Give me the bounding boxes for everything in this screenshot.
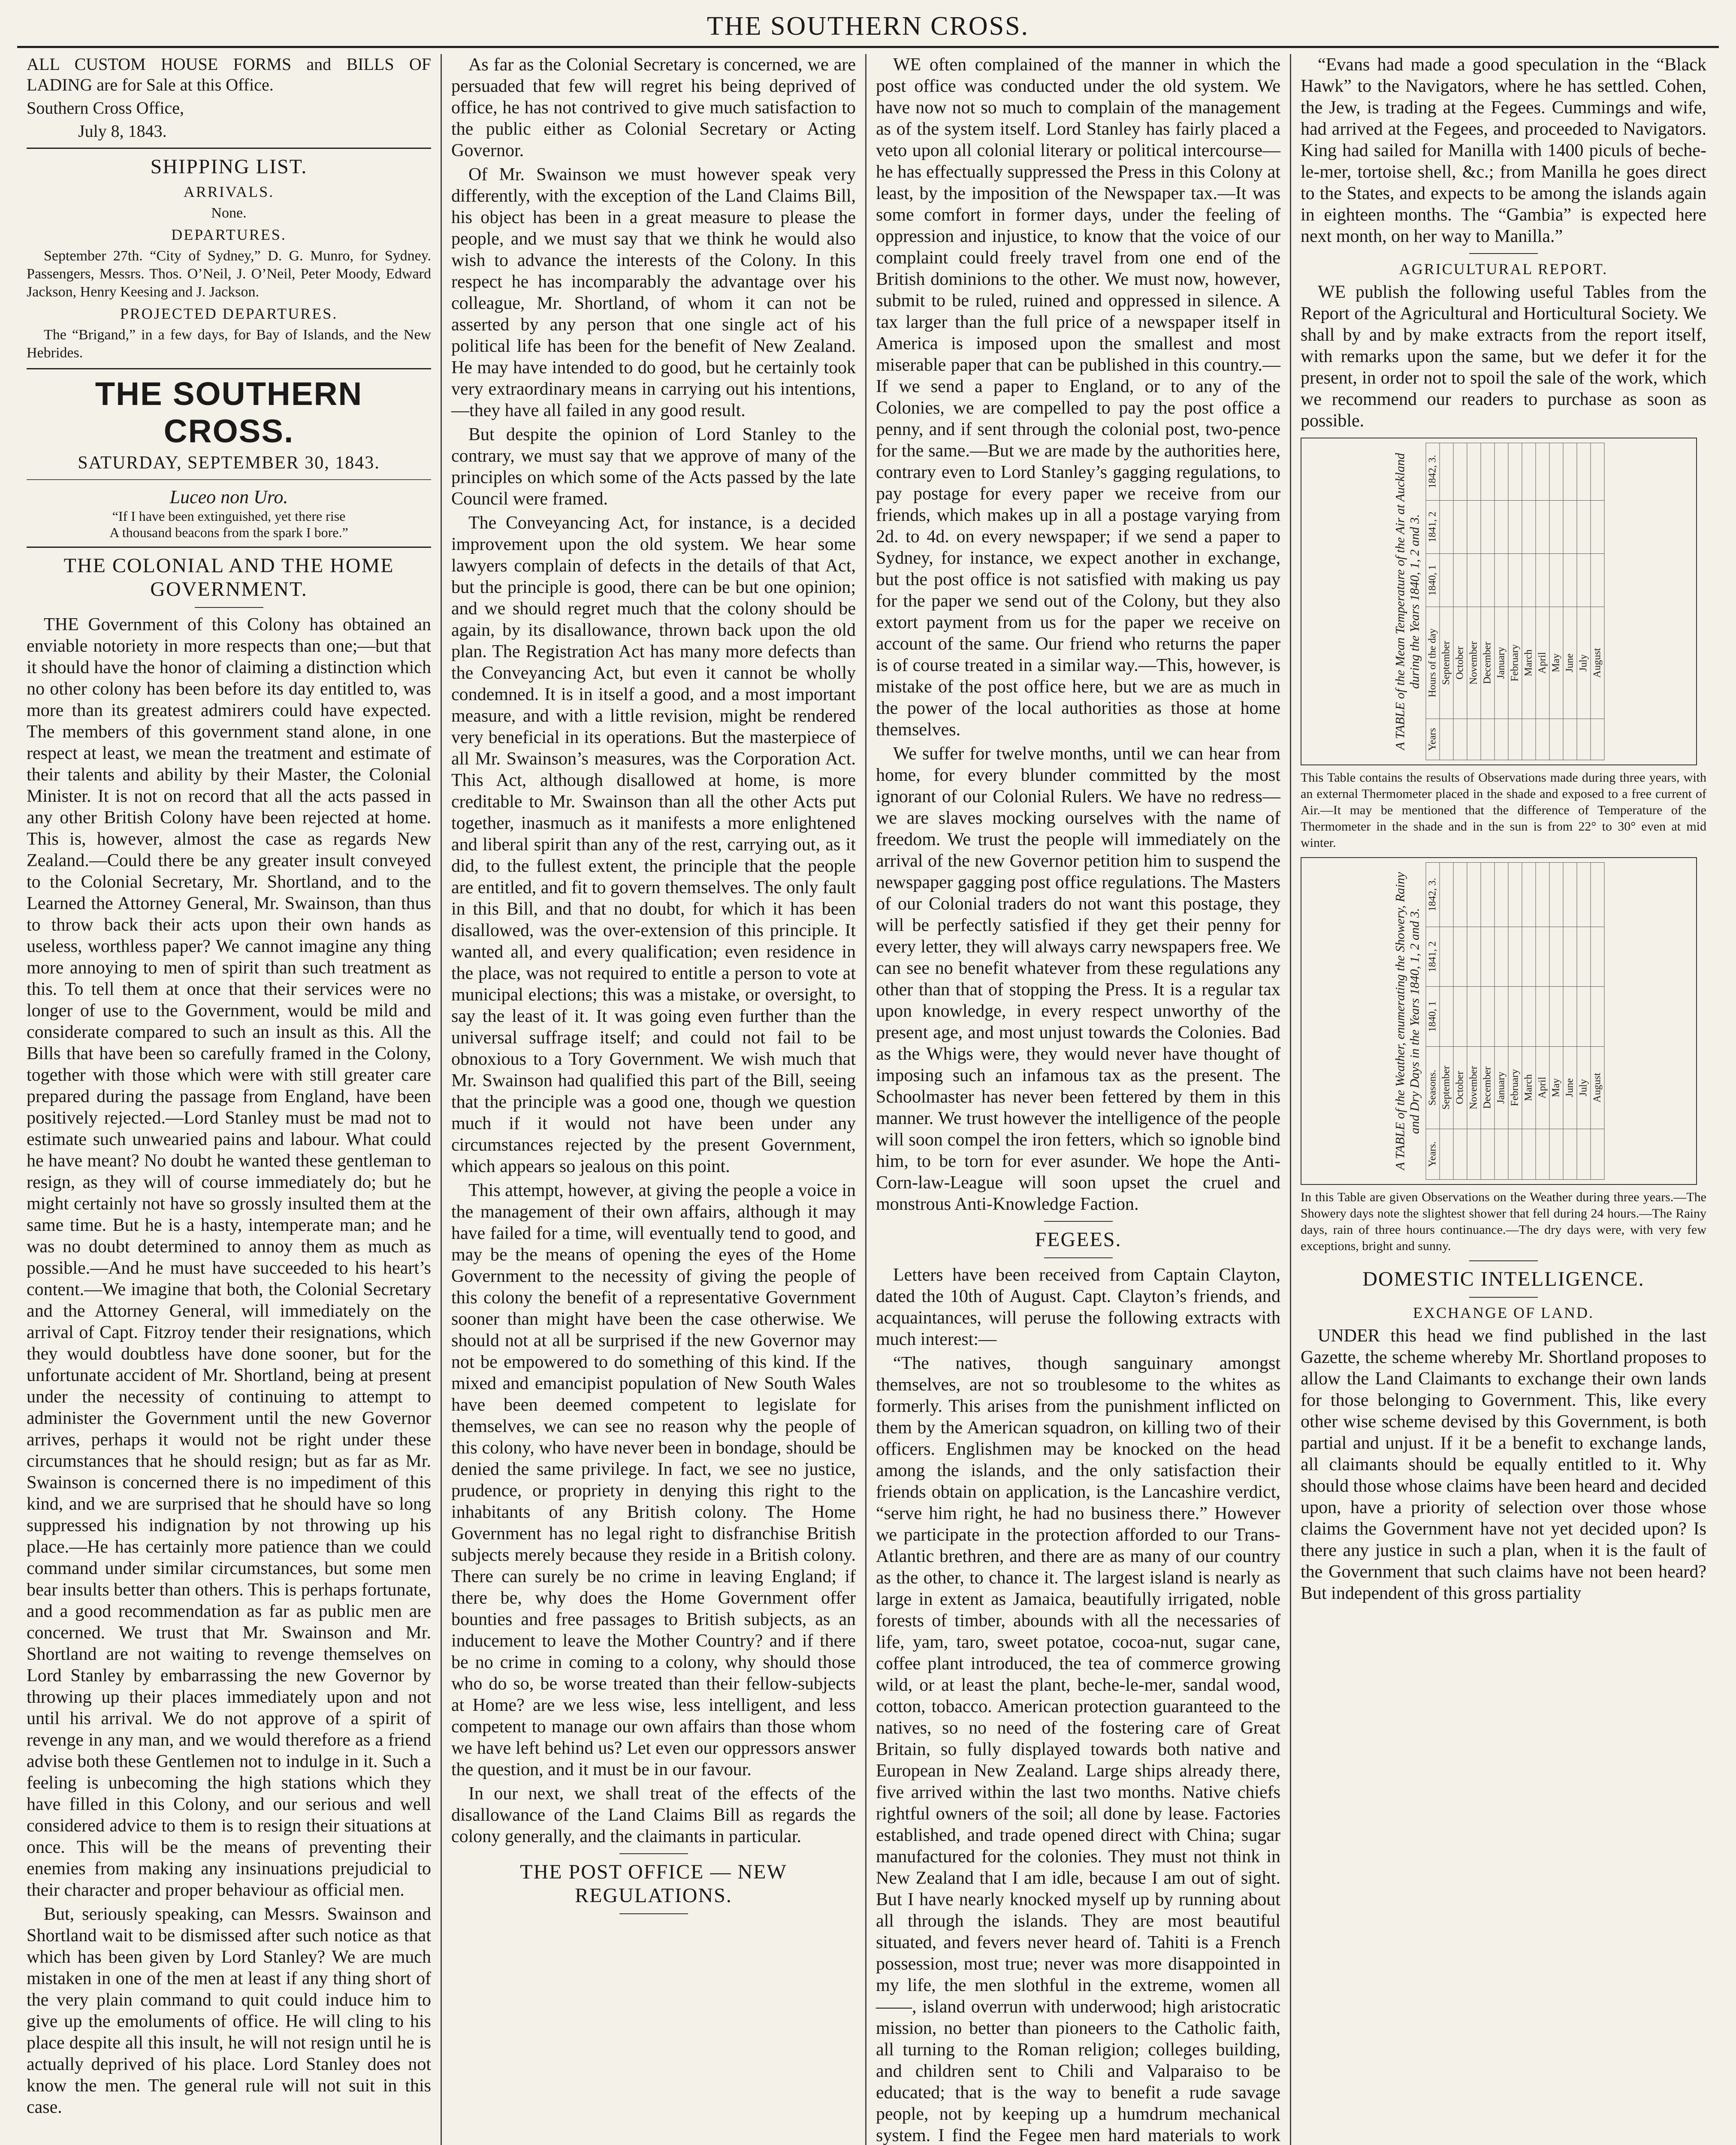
temperature-table-cell	[1577, 719, 1591, 760]
weather-table-cell	[1522, 927, 1536, 986]
temperature-table-month-label: June	[1563, 607, 1577, 719]
temperature-table-cell	[1563, 719, 1577, 760]
temperature-table-cell	[1481, 500, 1494, 553]
temperature-table-cell	[1563, 443, 1577, 501]
article-fegees-p1: Letters have been received from Captain Clayton, dated the 10th of August. Capt. Clayton’s friends, and acquaintances, will peruse the following extracts with much interest:—	[876, 1265, 1280, 1349]
temperature-table-cell	[1591, 500, 1604, 553]
temperature-table-cell	[1481, 443, 1494, 501]
weather-table-cell	[1536, 927, 1549, 986]
temperature-table-cell	[1549, 500, 1563, 553]
temperature-table-cell	[1440, 443, 1453, 501]
weather-table-note: In this Table are given Observations on the Weather during three years.—The Showery days note the slightest shower that fell during 24 hours.—The Rainy days, rain of three hours continuance.—The dry days were, with very few exceptions, bright and sunny.	[1301, 1190, 1706, 1253]
weather-table-cell	[1481, 987, 1494, 1046]
weather-table-cell	[1440, 1129, 1453, 1179]
temperature-table-row	[1577, 443, 1591, 760]
article-colonial-home-p6: The Conveyancing Act, for instance, is a decided improvement upon the old system. We hear some lawyers complain of defects in the details of that Act, but the principle is good, there can be but one opinion; and we should regret much that the colony should be again, by its disallowance, thrown back upon the old plan. The Registration Act has many more defects than the Conveyancing Act, but even it cannot be wholly condemned. It is in itself a good, and a most important measure, and with a little revision, might be rendered very beneficial in its operations. But the masterpiece of all Mr. Swainson’s measures, was the Corporation Act. This Act, although disallowed at home, is more creditable to Mr. Swainson than all the other Acts put together, inasmuch as it manifests a more enlightened and liberal spirit than any of the rest, carrying out, as it did, to the fullest extent, the principle that the people are entitled, and fit to govern themselves. The only fault in this Bill, and that no doubt, for which it has been disallowed, was the over-extension of this principle. It wanted all, and every qualification; even residence in the place, was not required to entitle a person to vote at municipal elections; this was a mistake, or oversight, to say the least of it. It was going even further than the universal suffrage itself; and could not fail to be obnoxious to a Tory Government. We wish much that Mr. Swainson had qualified this part of the Bill, seeing that the principle was a good one, though we question much if it would not have been under any circumstances rejected by the present Government, which appears so jealous on this point.	[451, 513, 856, 1176]
temperature-table-cell	[1467, 719, 1481, 760]
temperature-table-month-label: April	[1536, 607, 1549, 719]
temperature-table-cell	[1522, 500, 1536, 553]
temperature-table-cell	[1591, 719, 1604, 760]
temperature-table-cell	[1453, 554, 1467, 607]
weather-table-cell	[1508, 927, 1522, 986]
temperature-table-cell	[1467, 500, 1481, 553]
temperature-table-cell	[1467, 554, 1481, 607]
temperature-table-cell	[1440, 500, 1453, 553]
domestic-intelligence-title: DOMESTIC INTELLIGENCE.	[1362, 1268, 1645, 1290]
article-post-office-p2: We suffer for twelve months, until we can hear from home, for every blunder committed by the most ignorant of our Colonial Rulers. We have no redress—we are slaves mocking ourselves with the name of freedom. We trust the people will immediately on the arrival of the new Governor petition him to suspend the newspaper gagging post office regulations. The Masters of our Colonial traders do not want this postage, they will be perfectly satisfied if they get their penny for every letter, they will always carry newspapers free. We can see no benefit whatever from these regulations any other than that of stopping the Press. It is a regular tax upon knowledge, in every respect unworthy of the present age, and most unjust towards the Colonies. Bad as the Whigs were, they would never have thought of imposing such an infamous tax as the present. The Schoolmaster has never been fettered by them in this manner. We trust however the intelligence of the people will soon compel the iron fetters, which so ignoble bind him, to be torn for ever asunder. We hope the Anti-Corn-law-League will soon upset the cruel and monstrous Anti-Knowledge Faction.	[876, 744, 1280, 1214]
weather-table-cell	[1591, 863, 1604, 927]
temperature-table-row	[1508, 443, 1522, 760]
weather-table-cell	[1549, 987, 1563, 1046]
weather-table-row	[1453, 863, 1467, 1180]
weather-table-cell	[1591, 1129, 1604, 1179]
temperature-table-cell	[1577, 500, 1591, 553]
article-colonial-home-p1: THE Government of this Colony has obtained an enviable notoriety in more respects than one;—but that it should have the honor of claiming a distinction which no other colony has been before its day entitled to, was more than its greatest admirers could have expected. The members of this government stand alone, in one respect at least, we mean the treatment and estimate of their talents and ability by their Master, the Colonial Minister. It is not on record that all the acts passed in any other British Colony have been rejected at home. This is, however, almost the case as regards New Zealand.—Could there be any greater insult conveyed to the Colonial Secretary, Mr. Shortland, and to the Learned the Attorney General, Mr. Swainson, than thus to throw back their acts upon their own hands as useless, worthless paper? We cannot imagine any thing more annoying to men of spirit than such treatment as this. To tell them at once that their services were no longer of use to the Government, would be mild and considerate compared to such an insult as this. All the Bills that have been so carefully framed in the Colony, together with those which were with still greater care prepared during the passage from England, have been positively rejected.—Lord Stanley must be mad not to estimate such unwearied pains and labour. What could he have meant? No doubt he wanted these gentleman to resign, as they will of course immediately do; but he might certainly not have so grossly insulted them at the same time. But he is a hasty, intemperate man; and he was no doubt determined to annoy them as much as possible.—And he must have succeeded to his heart’s content.—We imagine that both, the Colonial Secretary and the Attorney General, will immediately on the arrival of Capt. Fitzroy tender their resignations, which they would doubtless have done sooner, but for the unfortunate accident of Mr. Shortland, being at present under the necessity of continuing to attempt to administer the Government until the new Governor arrives, perhaps it would not be right under these circumstances that he should resign; but as far as Mr. Swainson is concerned there is no impediment of this kind, and we are surprised that he should have so long suppressed his indignation by not throwing up his place.—He has certainly more patience than we could command under similar circumstances, but some men bear insults better than others. This is perhaps fortunate, and a good recommendation as far as public men are concerned. We trust that Mr. Swainson and Mr. Shortland are not waiting to revenge themselves on Lord Stanley by embarrassing the new Governor by throwing up their places immediately upon and not until his arrival. We do not approve of a spirit of revenge in any man, and we would therefore as a friend advise both these Gentlemen not to indulge in it. Such a feeling is unbecoming the high stations which they have filled in this Colony, and our serious and well considered advice to them is to resign their situations at once. This will be the means of preventing their enemies from making any insinuations prejudicial to their character and proper behaviour as official men.	[27, 615, 431, 1900]
article-colonial-home-p4: Of Mr. Swainson we must however speak very differently, with the exception of the Land Claims Bill, his object has been in a great measure to please the people, and we must say that we think he would also wish to advance the interests of the Colony. In this respect he has incomparably the advantage over his colleague, Mr. Shortland, of whom it can not be asserted by any person that one single act of his political life has been for the benefit of New Zealand. He may have intended to do good, but he certainly took very extraordinary means in carrying out his intentions,—they have all failed in any good result.	[451, 165, 856, 420]
temperature-table-cell	[1453, 500, 1467, 553]
paper-date: SATURDAY, SEPTEMBER 30, 1843.	[78, 453, 380, 473]
weather-table-row	[1549, 863, 1563, 1180]
temperature-table-grid	[1426, 443, 1605, 760]
weather-table-month-label: July	[1577, 1046, 1591, 1129]
notice-text: ALL CUSTOM HOUSE FORMS and BILLS OF LADING are for Sale at this Office.	[27, 54, 431, 94]
temperature-table-cell	[1536, 719, 1549, 760]
temperature-table-row	[1440, 443, 1453, 760]
temperature-table-cell	[1453, 719, 1467, 760]
motto-verse-line-1: “If I have been extinguished, yet there rise	[112, 508, 346, 524]
weather-table-cell	[1563, 863, 1577, 927]
weather-table-row	[1577, 863, 1591, 1180]
weather-table-cell	[1577, 927, 1591, 986]
arrivals-label: ARRIVALS.	[183, 183, 275, 200]
paper-title: THE SOUTHERN CROSS.	[95, 376, 363, 450]
temperature-table-cell	[1440, 554, 1453, 607]
weather-table-cell	[1467, 987, 1481, 1046]
temperature-table-cell	[1591, 554, 1604, 607]
temperature-table-cell	[1563, 554, 1577, 607]
temperature-table-cell	[1467, 443, 1481, 501]
departures-label: DEPARTURES.	[171, 226, 287, 243]
weather-table-cell	[1453, 1129, 1467, 1179]
weather-table-cell	[1522, 987, 1536, 1046]
temperature-table-note: This Table contains the results of Observations made during three years, with an external Thermometer placed in the shade and exposed to a free current of Air.—It may be mentioned that the difference of Temperature of the Thermometer in the shade and in the sun is from 22° to 30° even at mid winter.	[1301, 770, 1706, 850]
temperature-table-cell	[1494, 554, 1508, 607]
table1-header-1842: 1842, 3.	[1426, 443, 1440, 501]
weather-table-cell	[1467, 863, 1481, 927]
table2-header-1841: 1841, 2	[1426, 927, 1440, 986]
temperature-table-cell	[1440, 719, 1453, 760]
weather-table-cell	[1577, 1129, 1591, 1179]
temperature-table-row	[1467, 443, 1481, 760]
notice-office: Southern Cross Office,	[27, 98, 184, 118]
temperature-table-cell	[1494, 719, 1508, 760]
temperature-table-cell	[1536, 443, 1549, 501]
weather-table-cell	[1467, 927, 1481, 986]
temperature-table-month-label: July	[1577, 607, 1591, 719]
article-post-office-p1: WE often complained of the manner in which the post office was conducted under the old system. We have now not so much to complain of the management as of the system itself. Lord Stanley has fairly placed a veto upon all colonial literary or political intercourse—he has effectually suppressed the Press in this Colony at least, by the imposition of the Newspaper tax.—It was some comfort in former days, under the feeling of oppression and injustice, to know that the voice of our complaint could freely travel from one end of the British dominions to the other. We must now, however, submit to be ruled, ruined and oppressed in silence. A tax larger than the full price of a newspaper itself in America is imposed upon the smallest and most miserable paper that can be published in this country.—If we send a paper to England, or to any of the Colonies, we are compelled to pay the post office a penny, and if sent through the colonial post, two-pence for the same.—But we are made by the authorities here, contrary even to Lord Stanley’s gagging regulations, to pay postage for every paper we receive from our friends, which makes up in all a postage varying from 2d. to 4d. on every newspaper; if we send a paper to Sydney, for instance, we expect another in exchange, but the post office is not satisfied with making us pay for the paper we send out of the Colony, but they also extort payment from us for the paper we receive on account of the same. Our friend who returns the paper is of course treated in a similar way.—This, however, is mistake of the post office here, but we are as much in the power of the local authorities as those at home themselves.	[876, 55, 1280, 740]
table2-header-1840: 1840, 1	[1426, 987, 1440, 1046]
weather-table-cell	[1494, 927, 1508, 986]
temperature-table-month-label: March	[1522, 607, 1536, 719]
weather-table-cell	[1536, 863, 1549, 927]
agricultural-report-p1: WE publish the following useful Tables from the Report of the Agricultural and Horticultural Society. We shall by and by make extracts from the report itself, with remarks upon the same, but we defer it for the present, in order not to spoil the sale of the work, which we recommend our readers to purchase as soon as possible.	[1301, 282, 1706, 431]
temperature-table-month-label: September	[1440, 607, 1453, 719]
weather-table-month-label: June	[1563, 1046, 1577, 1129]
temperature-table-month-label: February	[1508, 607, 1522, 719]
temperature-table-row	[1549, 443, 1563, 760]
weather-table-row	[1508, 863, 1522, 1180]
table2-header-years: Years.	[1426, 1129, 1440, 1179]
weather-table-cell	[1453, 863, 1467, 927]
weather-table-cell	[1563, 987, 1577, 1046]
temperature-table-cell	[1453, 443, 1467, 501]
table1-header-1841: 1841, 2	[1426, 500, 1440, 553]
projected-departures-text: The “Brigand,” in a few days, for Bay of Islands, and the New Hebrides.	[27, 327, 431, 361]
weather-table-cell	[1549, 863, 1563, 927]
weather-table-month-label: December	[1481, 1046, 1494, 1129]
weather-table-month-label: November	[1467, 1046, 1481, 1129]
temperature-table-cell	[1549, 554, 1563, 607]
weather-table-row	[1563, 863, 1577, 1180]
weather-table-cell	[1549, 927, 1563, 986]
weather-table-row	[1440, 863, 1453, 1180]
weather-table-cell	[1481, 1129, 1494, 1179]
temperature-table-cell	[1522, 719, 1536, 760]
weather-table-month-label: April	[1536, 1046, 1549, 1129]
weather-table-cell	[1536, 1129, 1549, 1179]
temperature-table-cell	[1508, 554, 1522, 607]
column-4	[1291, 54, 1716, 2145]
temperature-table-month-label: October	[1453, 607, 1467, 719]
weather-table-cell	[1563, 927, 1577, 986]
weather-table-month-label: February	[1508, 1046, 1522, 1129]
weather-table-cell	[1522, 1129, 1536, 1179]
article-fegees-p3: “Evans had made a good speculation in the “Black Hawk” to the Navigators, where he has settled. Cohen, the Jew, is trading at the Fegees. Cummings and wife, had arrived at the Fegees, and proceeded to Navigators. King had sailed for Manilla with 1400 piculs of beche-le-mer, tortoise shell, &c.; from Manilla he goes direct to the States, and expects to be among the islands again in eighteen months. The “Gambia” is expected here next month, on her way to Manilla.”	[1301, 55, 1706, 246]
article-post-office-title: THE POST OFFICE — NEW REGULATIONS.	[520, 1861, 787, 1907]
agricultural-report-title: AGRICULTURAL REPORT.	[1399, 260, 1608, 278]
weather-table-cell	[1481, 927, 1494, 986]
temperature-table-cell	[1577, 554, 1591, 607]
column-1	[17, 54, 442, 2145]
weather-table-cell	[1563, 1129, 1577, 1179]
temperature-table-row	[1494, 443, 1508, 760]
article-colonial-home-title: THE COLONIAL AND THE HOME GOVERNMENT.	[63, 554, 394, 601]
weather-table-cell	[1440, 927, 1453, 986]
weather-table	[1301, 857, 1697, 1185]
temperature-table-cell	[1536, 500, 1549, 553]
temperature-table-cell	[1549, 443, 1563, 501]
weather-table-cell	[1549, 1129, 1563, 1179]
temperature-table-cell	[1563, 500, 1577, 553]
temperature-table	[1301, 438, 1697, 765]
temperature-table-month-label: January	[1494, 607, 1508, 719]
weather-table-cell	[1508, 1129, 1522, 1179]
temperature-table-caption: A TABLE of the Mean Temperature of the Air at Auckland during the Years 1840, 1, 2 and 3.	[1393, 453, 1422, 750]
notice-date: July 8, 1843.	[78, 121, 167, 141]
paper-motto: Luceo non Uro.	[169, 486, 288, 508]
weather-table-row	[1591, 863, 1604, 1180]
article-colonial-home-p5: But despite the opinion of Lord Stanley to the contrary, we must say that we approve of many of the principles on which some of the Acts passed by the late Council were framed.	[451, 425, 856, 509]
arrivals-text: None.	[211, 205, 247, 221]
weather-table-cell	[1453, 987, 1467, 1046]
weather-table-month-label: October	[1453, 1046, 1467, 1129]
temperature-table-cell	[1481, 554, 1494, 607]
weather-table-cell	[1494, 863, 1508, 927]
weather-table-row	[1481, 863, 1494, 1180]
weather-table-month-label: May	[1549, 1046, 1563, 1129]
weather-table-cell	[1508, 987, 1522, 1046]
temperature-table-month-label: November	[1467, 607, 1481, 719]
temperature-table-row	[1481, 443, 1494, 760]
article-colonial-home-p2: But, seriously speaking, can Messrs. Swainson and Shortland wait to be dismissed after such notice as that which has been given by Lord Stanley? We are much mistaken in one of the men at least if any thing short of the very plain command to quit could induce him to give up the emoluments of office. He will cling to his place despite all this insult, he will not resign until he is actually deprived of his place. Lord Stanley does not know the men. The general rule will not suit in this case.	[27, 1904, 431, 2117]
weather-table-cell	[1467, 1129, 1481, 1179]
temperature-table-cell	[1591, 443, 1604, 501]
weather-table-cell	[1591, 987, 1604, 1046]
temperature-table-row	[1563, 443, 1577, 760]
departures-text: September 27th. “City of Sydney,” D. G. Munro, for Sydney. Passengers, Messrs. Thos. O’Neil, J. O’Neil, Peter Moody, Edward Jackson, Henry Keesing and J. Jackson.	[27, 248, 431, 300]
temperature-table-row	[1453, 443, 1467, 760]
table2-header-seasons: Seasons.	[1426, 1046, 1440, 1129]
exchange-of-land-subtitle: EXCHANGE OF LAND.	[1413, 1304, 1594, 1321]
weather-table-row	[1494, 863, 1508, 1180]
table1-header-years: Years	[1426, 719, 1440, 760]
temperature-table-month-label: May	[1549, 607, 1563, 719]
temperature-table-cell	[1481, 719, 1494, 760]
temperature-table-cell	[1494, 443, 1508, 501]
table1-header-1840: 1840, 1	[1426, 554, 1440, 607]
temperature-table-cell	[1522, 554, 1536, 607]
weather-table-cell	[1536, 987, 1549, 1046]
article-colonial-home-p7: This attempt, however, at giving the people a voice in the management of their own affairs, although it may have failed for a time, will eventually tend to good, and may be the means of opening the eyes of the Home Government to the necessity of giving the people of this colony the benefit of a representative Government sooner than might have been the case otherwise. We should not at all be surprised if the new Governor may not be empowered to do something of this kind. If the mixed and emancipist population of New South Wales have been deemed competent to legislate for themselves, we can see no reason why the people of this colony, who have never been in bondage, should be denied the same privilege. In fact, we see no justice, prudence, or propriety in denying this right to the inhabitants of any British colony. The Home Government has no legal right to disfranchise British subjects merely because they reside in a British colony. There can surely be no crime in leaving England; if there be, why does the Home Government offer bounties and free passages to British subjects, as an inducement to leave the Mother Country? and if there be no crime in coming to a colony, why should those who do so, be worse treated than their fellow-subjects at Home? are we less wise, less intelligent, and less competent to manage our own affairs than those whom we have left behind us? Let even our oppressors answer the question, and it must be in our favour.	[451, 1181, 856, 1779]
article-colonial-home-p8: In our next, we shall treat of the effects of the disallowance of the Land Claims Bill as regards the colony generally, and the claimants in particular.	[451, 1784, 856, 1846]
domestic-intelligence-p1: UNDER this head we find published in the last Gazette, the scheme whereby Mr. Shortland proposes to allow the Land Claimants to exchange their own lands for those belonging to Government. This, like every other wise scheme devised by this Government, is both partial and unjust. If it be a benefit to exchange lands, all claimants should be equally entitled to it. Why should those whose claims have been heard and decided upon, have a priority of selection over those whose claims the Government have not yet decided upon? Is there any justice in such a plan, when it is the fault of the Government that such claims have not been heard? But independent of this gross partiality	[1301, 1326, 1706, 1603]
weather-table-cell	[1453, 927, 1467, 986]
temperature-table-cell	[1522, 443, 1536, 501]
article-fegees-p2: “The natives, though sanguinary amongst themselves, are not so troublesome to the whites as formerly. This arises from the punishment inflicted on them by the American squadron, on killing two of their officers. Englishmen may be knocked on the head among the islands, and the only satisfaction their friends obtain on application, is the Lancashire verdict, “serve him right, he had no business there.” However we participate in the protection afforded to our Trans-Atlantic brethren, and there are as many of our country as the other, to chance it. The largest island is nearly as large in extent as Jamaica, beautifully irrigated, noble forests of timber, abounds with all the necessaries of life, yam, taro, sweet potatoe, cocoa-nut, sugar cane, coffee plant introduced, the tea of commerce growing wild, or at least the plant, beche-le-mer, sandal wood, cotton, tobacco. American protection guaranteed to the natives, so no need of the fostering care of Great Britain, so fully displayed towards both native and European in New Zealand. Large ships already there, five arrived within the last two months. Native chiefs rightful owners of the soil; all done by lease. Factories established, and trade opened direct with China; sugar manufactured for the colonies. They must not think in New Zealand that I am idle, because I am out of sight. But I have nearly knocked myself up by running about all through the islands. They are most beautiful situated, and fevers never heard of. Tahiti is a French possession, most true; never was more disappointed in my life, the men slothful in the extreme, women all ——, island overrun with underwood; high aristocratic mission, no better than pioneers to the Catholic faith, all turning to the Roman religion; colleges building, and children sent to Chili and Valparaiso to be educated; that is the way to benefit a rude savage people, not by keeping up a humdrum mechanical system. I find the Fegee men hard materials to work	[876, 1353, 1280, 2145]
projected-departures-label: PROJECTED DEPARTURES.	[120, 305, 338, 322]
weather-table-month-label: August	[1591, 1046, 1604, 1129]
weather-table-grid	[1426, 862, 1605, 1180]
column-2	[442, 54, 866, 2145]
temperature-table-row	[1591, 443, 1604, 760]
weather-table-cell	[1440, 987, 1453, 1046]
weather-table-cell	[1577, 863, 1591, 927]
temperature-table-cell	[1577, 443, 1591, 501]
weather-table-row	[1536, 863, 1549, 1180]
shipping-list-title: SHIPPING LIST.	[150, 155, 308, 178]
weather-table-month-label: January	[1494, 1046, 1508, 1129]
article-fegees-title: FEGEES.	[1035, 1228, 1122, 1251]
custom-house-notice	[27, 54, 431, 142]
temperature-table-cell	[1494, 500, 1508, 553]
temperature-table-cell	[1508, 500, 1522, 553]
weather-table-cell	[1508, 863, 1522, 927]
temperature-table-row	[1536, 443, 1549, 760]
table2-header-1842: 1842, 3.	[1426, 863, 1440, 927]
weather-table-cell	[1577, 987, 1591, 1046]
weather-table-row	[1467, 863, 1481, 1180]
weather-table-row	[1522, 863, 1536, 1180]
weather-table-cell	[1440, 863, 1453, 927]
motto-verse-line-2: A thousand beacons from the spark I bore.”	[109, 525, 348, 540]
table1-header-hours: Hours of the day	[1426, 607, 1440, 719]
weather-table-cell	[1522, 863, 1536, 927]
weather-table-cell	[1481, 863, 1494, 927]
weather-table-month-label: September	[1440, 1046, 1453, 1129]
temperature-table-cell	[1508, 719, 1522, 760]
temperature-table-month-label: August	[1591, 607, 1604, 719]
weather-table-month-label: March	[1522, 1046, 1536, 1129]
temperature-table-cell	[1508, 443, 1522, 501]
weather-table-caption: A TABLE of the Weather, enumerating the Showery, Rainy and Dry Days in the Years 1840, 1, 2 and 3.	[1393, 872, 1422, 1170]
article-colonial-home-p3: As far as the Colonial Secretary is concerned, we are persuaded that few will regret his being deprived of office, he has not contrived to give much satisfaction to the public either as Colonial Secretary or Acting Governor.	[451, 55, 856, 160]
masthead: THE SOUTHERN CROSS.	[17, 9, 1719, 48]
column-3	[866, 54, 1291, 2145]
weather-table-cell	[1591, 927, 1604, 986]
weather-table-cell	[1494, 987, 1508, 1046]
temperature-table-cell	[1549, 719, 1563, 760]
temperature-table-month-label: December	[1481, 607, 1494, 719]
temperature-table-cell	[1536, 554, 1549, 607]
weather-table-cell	[1494, 1129, 1508, 1179]
temperature-table-row	[1522, 443, 1536, 760]
